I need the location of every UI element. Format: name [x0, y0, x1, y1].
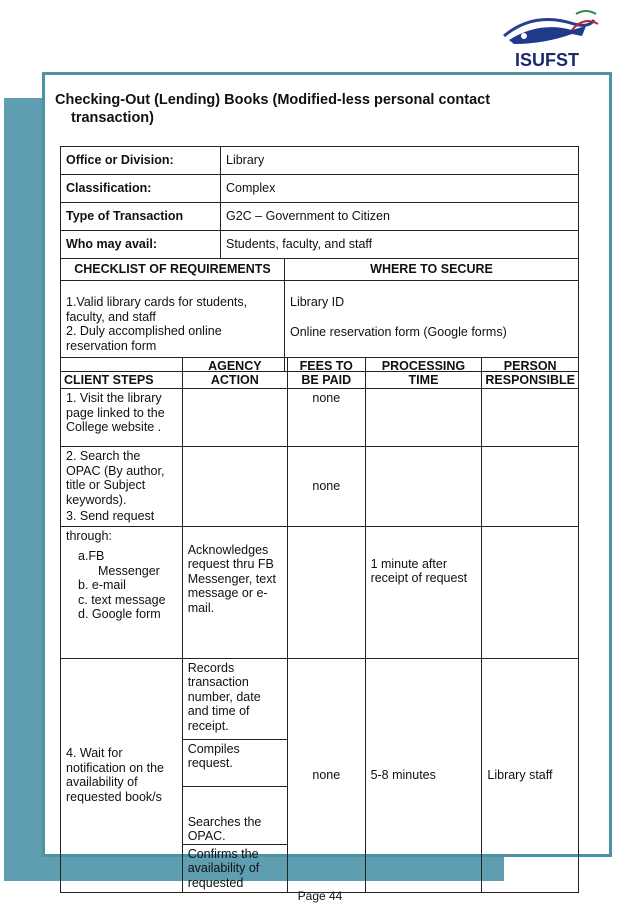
table-row: [61, 147, 579, 175]
requirement-1: 1.Valid library cards for students, faculty, and staff: [66, 295, 248, 324]
processing-time-header: PROCESSING TIME: [365, 358, 482, 389]
requirement-2: 2. Duly accomplished online reservation form: [66, 324, 222, 353]
step-3-option-a: a.FB: [78, 549, 105, 563]
isufst-logo: [494, 6, 600, 72]
title-line-2: transaction): [71, 110, 154, 126]
step-4-action-1: Records transaction number, date and time of receipt.: [187, 660, 261, 733]
step-3-option-b: b. e-mail: [78, 578, 126, 592]
info-table: [60, 146, 579, 259]
step-3-option-c: c. text message: [78, 592, 166, 607]
step-3-time: 1 minute after receipt of request: [365, 526, 482, 658]
source-2: Online reservation form (Google forms): [290, 324, 507, 339]
step-3-action: Acknowledges request thru FB Messenger, text message or e-mail.: [182, 526, 287, 658]
table-row: [61, 526, 579, 658]
table-row: [61, 231, 579, 259]
step-1: 1. Visit the library page linked to the College website .: [61, 389, 183, 447]
info-key: Classification:: [61, 175, 221, 203]
info-key: Who may avail:: [61, 231, 221, 259]
source-1: Library ID: [290, 295, 345, 309]
step-4-fee: none: [288, 658, 366, 893]
step-4-person: Library staff: [482, 658, 579, 893]
table-row: [61, 203, 579, 231]
client-steps-header: CLIENT STEPS: [61, 358, 183, 389]
fees-header: FEES TO BE PAID: [288, 358, 366, 389]
step-4: 4. Wait for notification on the availability of requested book/s: [61, 658, 183, 893]
info-value: Complex: [221, 175, 579, 203]
step-3-option-d: d. Google form: [78, 607, 161, 621]
where-to-secure-header: WHERE TO SECURE: [285, 259, 579, 281]
table-row: [61, 389, 579, 447]
table-row: [61, 658, 579, 893]
table-row: [61, 175, 579, 203]
step-2-fee: none: [288, 447, 366, 527]
requirements-table: [60, 258, 579, 372]
logo-text: ISUFST: [514, 50, 580, 70]
step-1-fee: none: [288, 389, 366, 447]
step-3-through: through:: [66, 528, 112, 543]
page-number: Page 44: [297, 889, 343, 903]
step-2: 2. Search the OPAC (By author, title or Subject keywords).: [66, 449, 165, 507]
person-responsible-header: PERSON RESPONSIBLE: [482, 358, 579, 389]
info-value: G2C – Government to Citizen: [221, 203, 579, 231]
step-4-action-2: Compiles request.: [183, 739, 287, 786]
title-line-1: Checking-Out (Lending) Books (Modified-less personal contact: [55, 92, 491, 108]
steps-table: [60, 357, 579, 893]
table-row: [61, 447, 579, 527]
info-value: Students, faculty, and staff: [221, 231, 579, 259]
step-4-action-4: Confirms the availability of requested: [183, 844, 287, 893]
page-title: [55, 91, 575, 127]
info-key: Type of Transaction: [61, 203, 221, 231]
info-value: Library: [221, 147, 579, 175]
step-3-label: 3. Send request: [66, 509, 155, 523]
info-key: Office or Division:: [61, 147, 221, 175]
agency-action-header: AGENCY ACTION: [182, 358, 287, 389]
step-4-time: 5-8 minutes: [365, 658, 482, 893]
step-4-action-3: Searches the OPAC.: [183, 786, 287, 844]
requirements-header: CHECKLIST OF REQUIREMENTS: [61, 259, 285, 281]
step-3-option-a-cont: Messenger: [98, 563, 160, 578]
